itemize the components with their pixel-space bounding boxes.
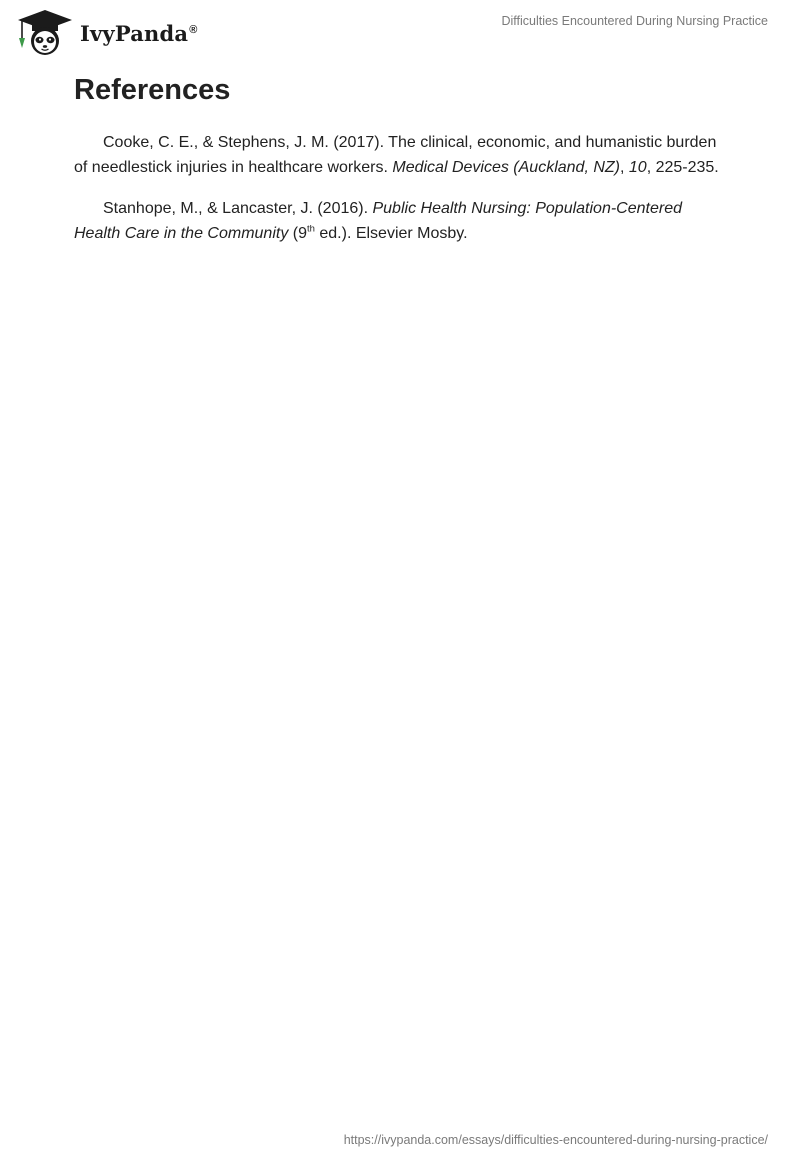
reference-text: , [620, 158, 629, 176]
reference-text: , 225-235. [646, 158, 719, 176]
logo[interactable] [16, 8, 198, 56]
footer-url[interactable]: https://ivypanda.com/essays/difficulties-encountered-during-nursing-practice/ [343, 1133, 768, 1147]
reference-text: Cooke, C. E., & Stephens, J. M. (2017). The clinical, economic, and humanistic burden of needlestick injuries in healthcare workers. [74, 134, 717, 176]
reference-text: Stanhope, M., & Lancaster, J. (2016). [103, 200, 373, 217]
page-content [74, 70, 726, 263]
page-header [0, 0, 800, 64]
reference-journal: Medical Devices (Auckland, NZ) [392, 158, 620, 176]
reference-item [74, 197, 726, 246]
reference-volume: 10 [628, 158, 647, 176]
reference-book-title: Public Health Nursing: Population-Centered Health Care in the Community [74, 200, 682, 242]
running-title: Difficulties Encountered During Nursing Practice [501, 14, 768, 28]
logo-wordmark: IvyPanda® [80, 20, 198, 46]
reference-list [74, 131, 726, 246]
registered-mark: ® [189, 23, 198, 36]
reference-text: ed.). Elsevier Mosby. [314, 224, 468, 242]
reference-item [74, 131, 726, 180]
reference-superscript: th [306, 223, 315, 235]
reference-text: (9 [288, 224, 307, 242]
page-title: References [74, 74, 231, 106]
panda-graduate-icon [16, 8, 74, 56]
